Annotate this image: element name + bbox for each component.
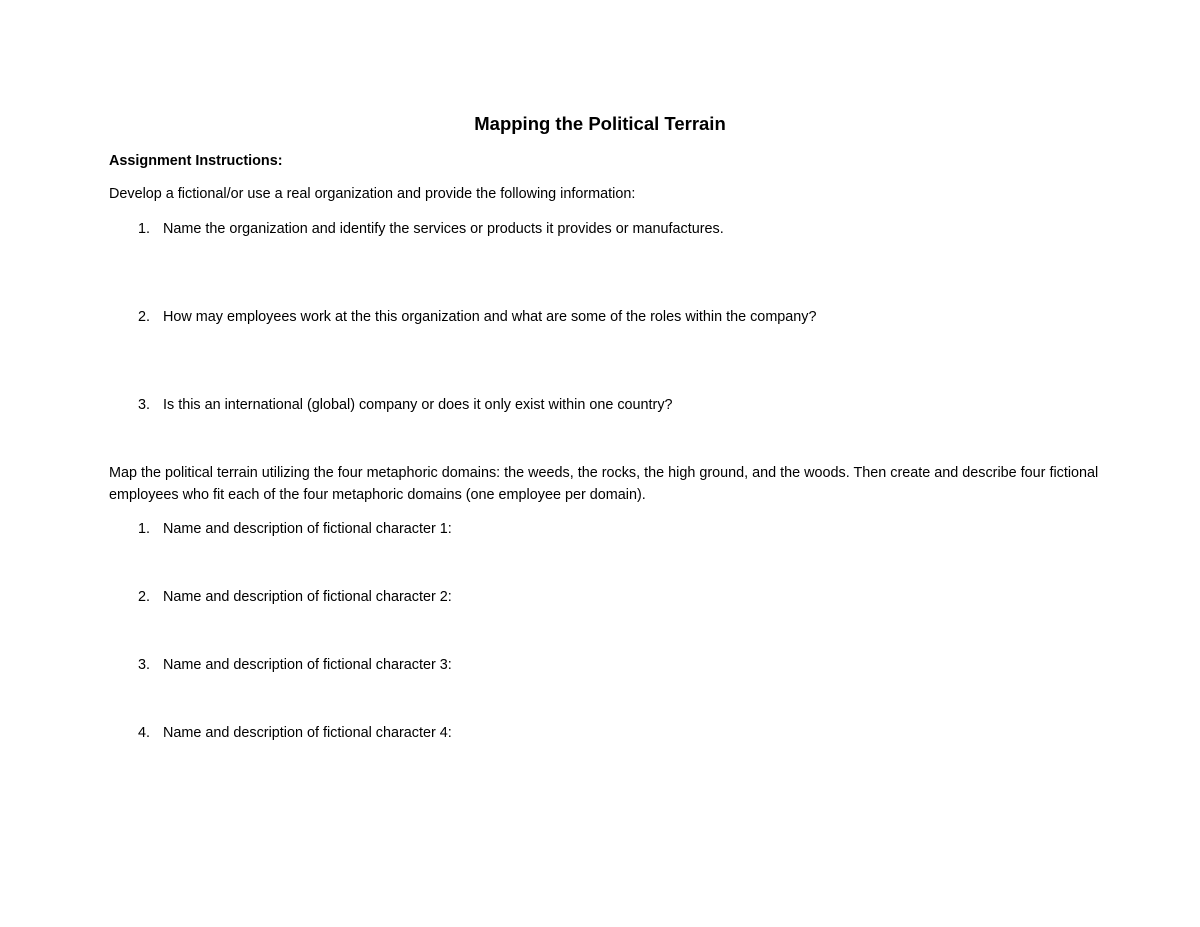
instructions-heading: Assignment Instructions: [109, 153, 283, 169]
list-item-number: 2. [137, 309, 150, 325]
terrain-paragraph: Map the political terrain utilizing the four metaphoric domains: the weeds, the rocks, the high ground, and the woods. Then create and describe four fictional employees who fit each of the four metaphoric domains (one employee per domain). [109, 465, 1099, 503]
list-item-text: Name and description of fictional character 1: [163, 521, 452, 537]
list-item-number: 1. [137, 521, 150, 537]
list-item-number: 1. [137, 221, 150, 237]
list-item-number: 2. [137, 589, 150, 605]
list-item-text: How may employees work at the this organization and what are some of the roles within the company? [163, 309, 817, 325]
list-item-text: Name and description of fictional character 3: [163, 657, 452, 673]
list-item-text: Name and description of fictional character 4: [163, 725, 452, 741]
list-item-number: 4. [137, 725, 150, 741]
list-item-text: Is this an international (global) company or does it only exist within one country? [163, 397, 673, 413]
list-item-text: Name the organization and identify the services or products it provides or manufactures. [163, 221, 724, 237]
intro-text: Develop a fictional/or use a real organization and provide the following information: [109, 186, 636, 202]
list-item-number: 3. [137, 397, 150, 413]
list-item-number: 3. [137, 657, 150, 673]
document-title: Mapping the Political Terrain [474, 113, 726, 134]
list-item-text: Name and description of fictional character 2: [163, 589, 452, 605]
